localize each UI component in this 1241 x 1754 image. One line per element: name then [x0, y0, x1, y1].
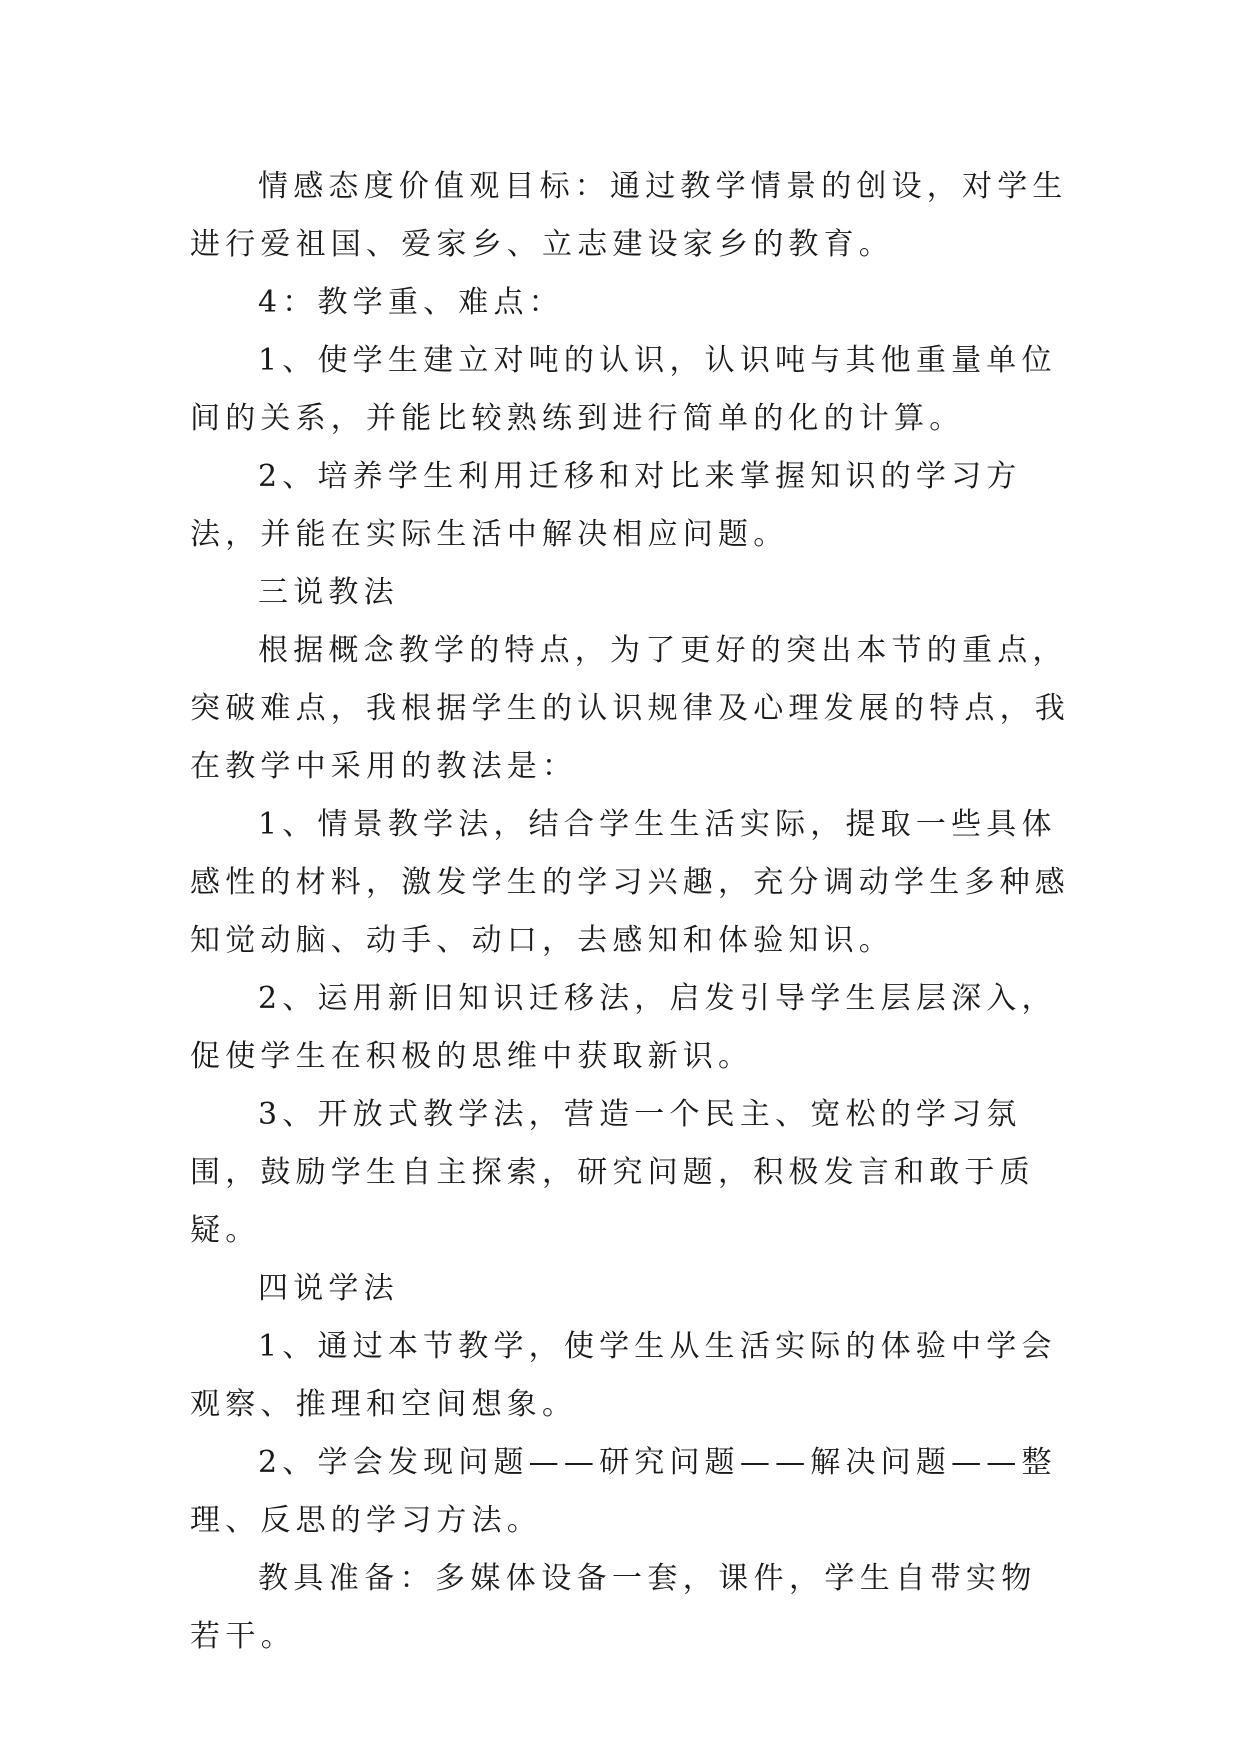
paragraph-learning-method-2: 2、学会发现问题——研究问题——解决问题——整理、反思的学习方法。: [190, 1445, 1057, 1538]
paragraph-key-points-heading: 4：教学重、难点：: [258, 285, 564, 320]
section-heading-learning-methods: 四说学法: [258, 1271, 399, 1306]
section-heading-teaching-methods: 三说教法: [258, 575, 399, 610]
paragraph-teaching-methods-intro: 根据概念教学的特点，为了更好的突出本节的重点，突破难点，我根据学生的认识规律及心理发展的特点，我在教学中采用的教法是：: [190, 633, 1070, 784]
paragraph-teaching-method-2: 2、运用新旧知识迁移法，启发引导学生层层深入，促使学生在积极的思维中获取新识。: [190, 981, 1057, 1074]
paragraph-teaching-method-1: 1、情景教学法，结合学生生活实际，提取一些具体感性的材料，激发学生的学习兴趣，充分调动学生多种感知觉动脑、动手、动口，去感知和体验知识。: [190, 807, 1070, 958]
paragraph-affective-goal: 情感态度价值观目标：通过教学情景的创设，对学生进行爱祖国、爱家乡、立志建设家乡的教育。: [190, 169, 1068, 262]
paragraph-key-point-2: 2、培养学生利用迁移和对比来掌握知识的学习方法，并能在实际生活中解决相应问题。: [190, 459, 1022, 552]
paragraph-learning-method-1: 1、通过本节教学，使学生从生活实际的体验中学会观察、推理和空间想象。: [190, 1329, 1057, 1422]
paragraph-teaching-aids: 教具准备：多媒体设备一套，课件，学生自带实物若干。: [190, 1561, 1037, 1654]
paragraph-teaching-method-3: 3、开放式教学法，营造一个民主、宽松的学习氛围，鼓励学生自主探索，研究问题，积极发言和敢于质疑。: [190, 1097, 1035, 1248]
document-body: [190, 158, 1070, 1666]
paragraph-key-point-1: 1、使学生建立对吨的认识，认识吨与其他重量单位间的关系，并能比较熟练到进行简单的化的计算。: [190, 343, 1057, 436]
